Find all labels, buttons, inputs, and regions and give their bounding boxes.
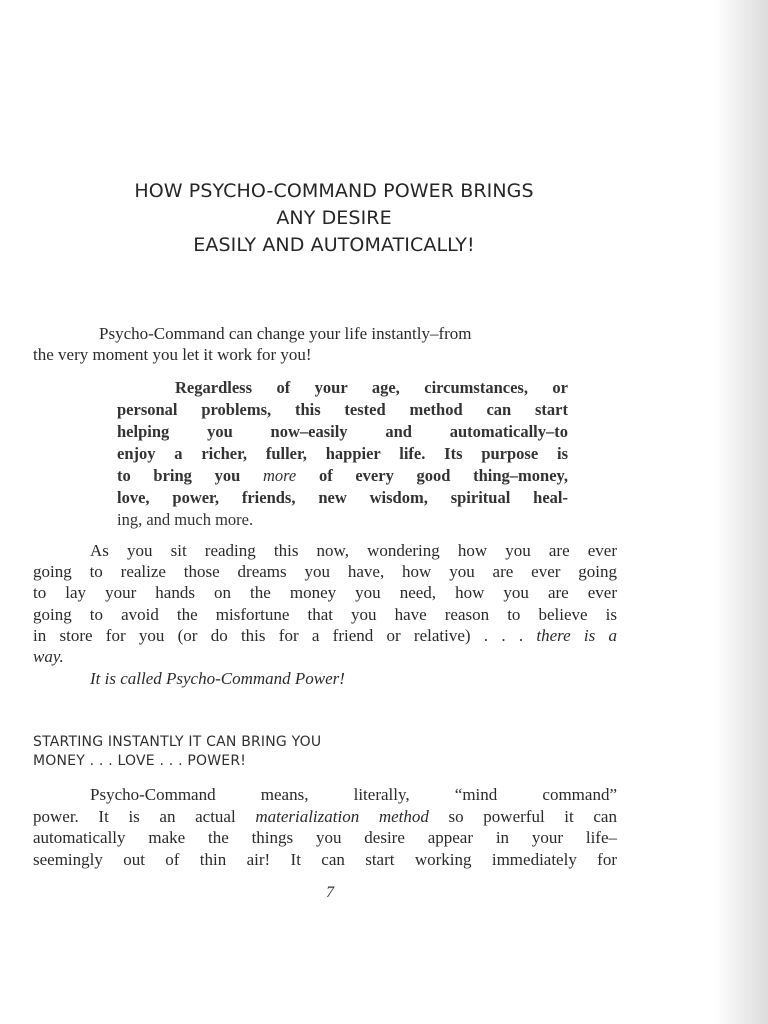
text-line: automatically make the things you desire appear in your life– xyxy=(33,828,617,847)
text-line: Regardless of your age, circumstances, or xyxy=(175,378,568,397)
italic-statement: It is called Psycho-Command Power! xyxy=(90,669,345,688)
page-number: 7 xyxy=(326,884,334,901)
body-paragraph xyxy=(33,784,617,870)
text-line: enjoy a richer, fuller, happier life. Its purpose is xyxy=(117,444,568,463)
text-line: to lay your hands on the money you need, how you are ever xyxy=(33,583,617,603)
page-edge-shadow xyxy=(714,0,768,1024)
heading-line: EASILY AND AUTOMATICALLY! xyxy=(193,234,475,256)
body-paragraph xyxy=(33,540,617,667)
heading-line: ANY DESIRE xyxy=(276,207,392,229)
text-line: ing, and much more. xyxy=(117,510,254,529)
text-line: Psycho-Command can change your life instantly–from xyxy=(99,324,472,343)
text-segment: to bring you xyxy=(117,466,263,485)
text-line: the very moment you let it work for you! xyxy=(33,345,312,364)
emphasis-text: there is a xyxy=(536,625,617,645)
text-line: personal problems, this tested method can start xyxy=(117,400,568,419)
emphasis-text: materialization method xyxy=(255,806,429,826)
subheading-line: STARTING INSTANTLY IT CAN BRING YOU xyxy=(33,734,322,750)
intro-paragraph xyxy=(33,323,627,365)
highlight-paragraph xyxy=(117,377,568,531)
heading-line: HOW PSYCHO-COMMAND POWER BRINGS xyxy=(134,180,534,202)
text-line: As you sit reading this now, wondering how you are ever xyxy=(90,541,617,560)
text-line: love, power, friends, new wisdom, spiritual heal- xyxy=(117,488,568,507)
section-subheading xyxy=(33,733,321,771)
text-line: going to realize those dreams you have, how you are ever going xyxy=(33,562,617,582)
text-line: seemingly out of thin air! It can start working immediately for xyxy=(33,849,617,869)
text-segment: power. It is an actual xyxy=(33,806,256,826)
text-line: helping you now–easily and automatically–to xyxy=(117,422,568,441)
text-segment: of every good thing–money, xyxy=(296,466,568,485)
text-segment: in store for you (or do this for a friend or relative) . . . xyxy=(33,625,537,645)
text-segment: so powerful it can xyxy=(428,806,617,826)
text-line xyxy=(33,806,617,828)
text-line xyxy=(33,625,617,646)
text-line xyxy=(117,465,568,487)
text-line: going to avoid the misfortune that you have reason to believe is xyxy=(33,604,617,624)
chapter-heading xyxy=(20,178,648,259)
text-line xyxy=(33,646,617,667)
subheading-line: MONEY . . . LOVE . . . POWER! xyxy=(33,753,247,769)
text-line: Psycho-Command means, literally, “mind command” xyxy=(90,785,617,804)
emphasis-text: more xyxy=(262,466,297,485)
emphasis-text: way. xyxy=(33,647,64,667)
